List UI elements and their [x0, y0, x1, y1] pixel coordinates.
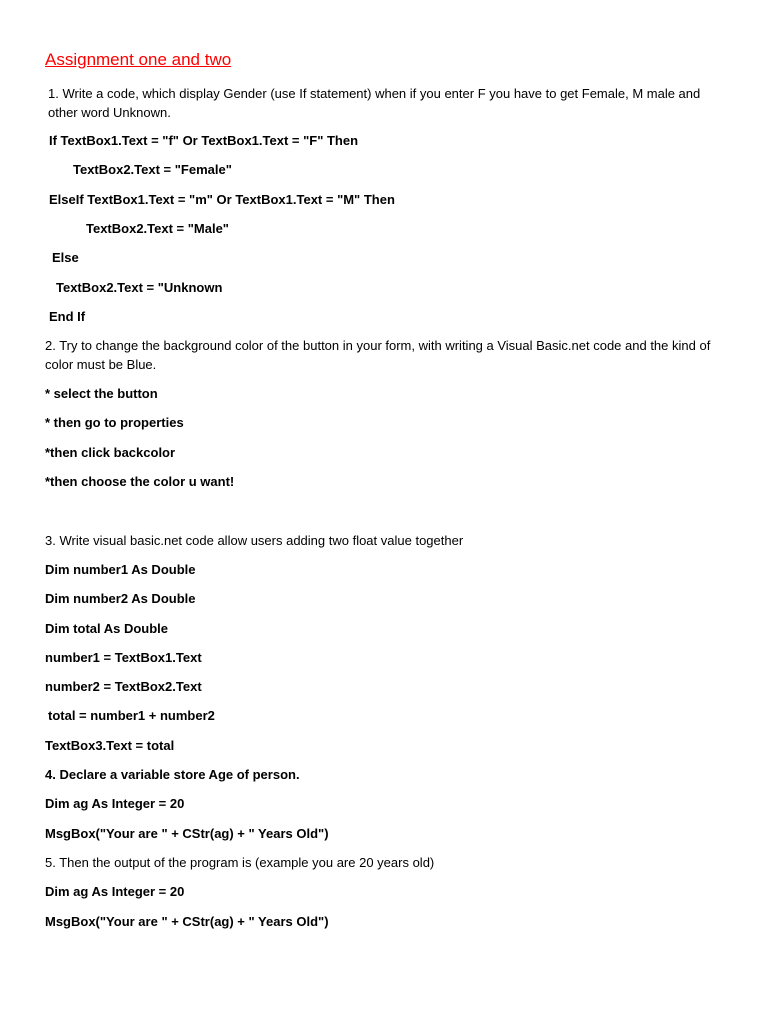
q1-prompt: 1. Write a code, which display Gender (use If statement) when if you enter F you have to get Female, M male and other word Unknown.	[48, 86, 701, 120]
q3-code-line: Dim number1 As Double	[45, 562, 196, 577]
q4-code-line: Dim ag As Integer = 20	[45, 796, 185, 811]
q1-code-line: Else	[52, 250, 79, 265]
q1-code-line: If TextBox1.Text = "f" Or TextBox1.Text = "F" Then	[49, 133, 359, 148]
q5-code-line: Dim ag As Integer = 20	[45, 884, 185, 899]
q1-code-line: TextBox2.Text = "Female"	[73, 162, 232, 177]
q4-prompt: 4. Declare a variable store Age of person.	[45, 767, 300, 782]
q3-code-line: number1 = TextBox1.Text	[45, 650, 202, 665]
q2-prompt: 2. Try to change the background color of the button in your form, with writing a Visual Basic.net code and the kind of color must be Blue.	[45, 338, 711, 372]
q5-prompt: 5. Then the output of the program is (example you are 20 years old)	[45, 855, 435, 870]
q3-prompt: 3. Write visual basic.net code allow users adding two float value together	[45, 533, 464, 548]
q1-code-line: ElseIf TextBox1.Text = "m" Or TextBox1.Text = "M" Then	[49, 192, 395, 207]
q5-code-line: MsgBox("Your are " + CStr(ag) + " Years Old")	[45, 914, 329, 929]
q3-code-line: number2 = TextBox2.Text	[45, 679, 202, 694]
q1-code-line: TextBox2.Text = "Male"	[86, 221, 229, 236]
q2-step: * select the button	[45, 386, 158, 401]
q3-code-line: TextBox3.Text = total	[45, 738, 175, 753]
q2-step: *then click backcolor	[45, 445, 176, 460]
document-title: Assignment one and two	[45, 50, 232, 69]
q1-code-line: End If	[49, 309, 86, 324]
q4-code-line: MsgBox("Your are " + CStr(ag) + " Years Old")	[45, 826, 329, 841]
q3-code-line: Dim number2 As Double	[45, 591, 196, 606]
q2-step: * then go to properties	[45, 415, 184, 430]
q3-code-line: Dim total As Double	[45, 621, 169, 636]
q1-code-line: TextBox2.Text = "Unknown	[56, 280, 223, 295]
q3-code-line: total = number1 + number2	[48, 708, 215, 723]
q2-step: *then choose the color u want!	[45, 474, 235, 489]
